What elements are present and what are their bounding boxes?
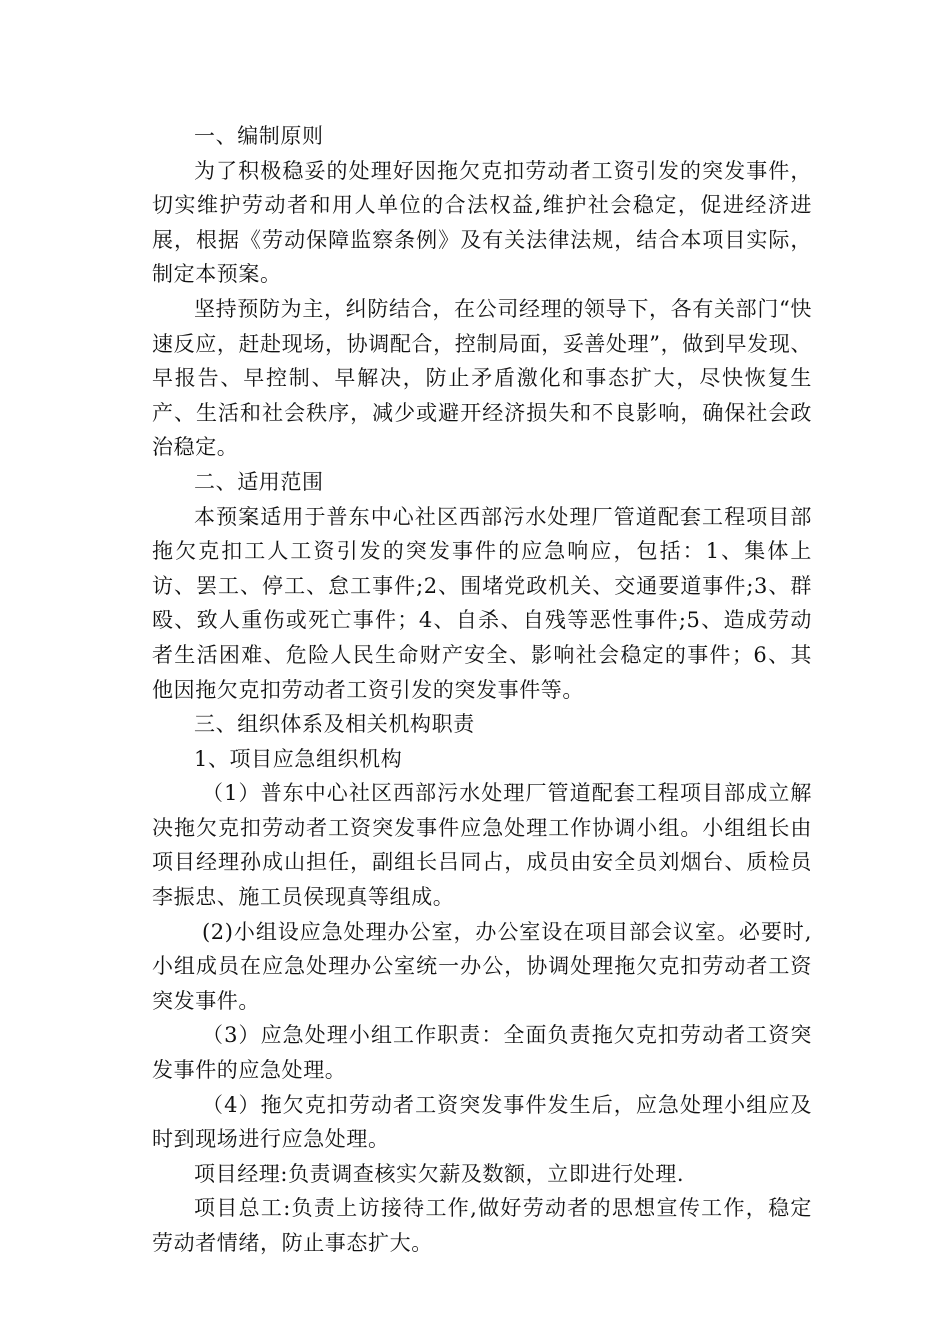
subsection-heading-emergency-org: 1、项目应急组织机构	[194, 746, 403, 771]
paragraph-item-4: （4）拖欠克扣劳动者工资突发事件发生后，应急处理小组应及时到现场进行应急处理。	[152, 1092, 812, 1152]
paragraph-project-manager: 项目经理:负责调查核实欠薪及数额，立即进行处理.	[194, 1161, 685, 1186]
section-heading-organization: 三、组织体系及相关机构职责	[194, 712, 475, 737]
paragraph-item-2: (2)小组设应急处理办公室，办公室设在项目部会议室。必要时,小组成员在应急处理办公室统一办公，协调处理拖欠克扣劳动者工资突发事件。	[152, 919, 812, 1013]
document-body	[152, 119, 812, 1261]
paragraph-item-3: （3）应急处理小组工作职责：全面负责拖欠克扣劳动者工资突发事件的应急处理。	[152, 1023, 812, 1083]
paragraph-scope: 本预案适用于普东中心社区西部污水处理厂管道配套工程项目部拖欠克扣工人工资引发的突发事件的应急响应，包括：1、集体上访、罢工、停工、怠工事件;2、围堵党政机关、交通要道事件;3、群殴、致人重伤或死亡事件；4、自杀、自残等恶性事件;5、造成劳动者生活困难、危险人民生命财产安全、影响社会稳定的事件；6、其他因拖欠克扣劳动者工资引发的突发事件等。	[152, 504, 812, 702]
paragraph-chief-engineer: 项目总工:负责上访接待工作,做好劳动者的思想宣传工作，稳定劳动者情绪，防止事态扩大。	[152, 1196, 812, 1255]
paragraph-purpose: 为了积极稳妥的处理好因拖欠克扣劳动者工资引发的突发事件，切实维护劳动者和用人单位的合法权益,维护社会稳定，促进经济进展，根据《劳动保障监察条例》及有关法律法规，结合本项目实际，制定本预案。	[152, 158, 812, 287]
section-heading-principles: 一、编制原则	[194, 124, 324, 148]
section-heading-scope: 二、适用范围	[194, 469, 324, 494]
paragraph-prevention: 坚持预防为主，纠防结合，在公司经理的领导下，各有关部门“快速反应，赶赴现场，协调配合，控制局面，妥善处理”，做到早发现、早报告、早控制、早解决，防止矛盾激化和事态扩大，尽快恢复生产、生活和社会秩序，减少或避开经济损失和不良影响，确保社会政治稳定。	[152, 296, 812, 460]
paragraph-item-1: （1）普东中心社区西部污水处理厂管道配套工程项目部成立解决拖欠克扣劳动者工资突发事件应急处理工作协调小组。小组组长由项目经理孙成山担任，副组长吕同占，成员由安全员刘烟台、质检员李振忠、施工员侯现真等组成。	[152, 781, 812, 910]
